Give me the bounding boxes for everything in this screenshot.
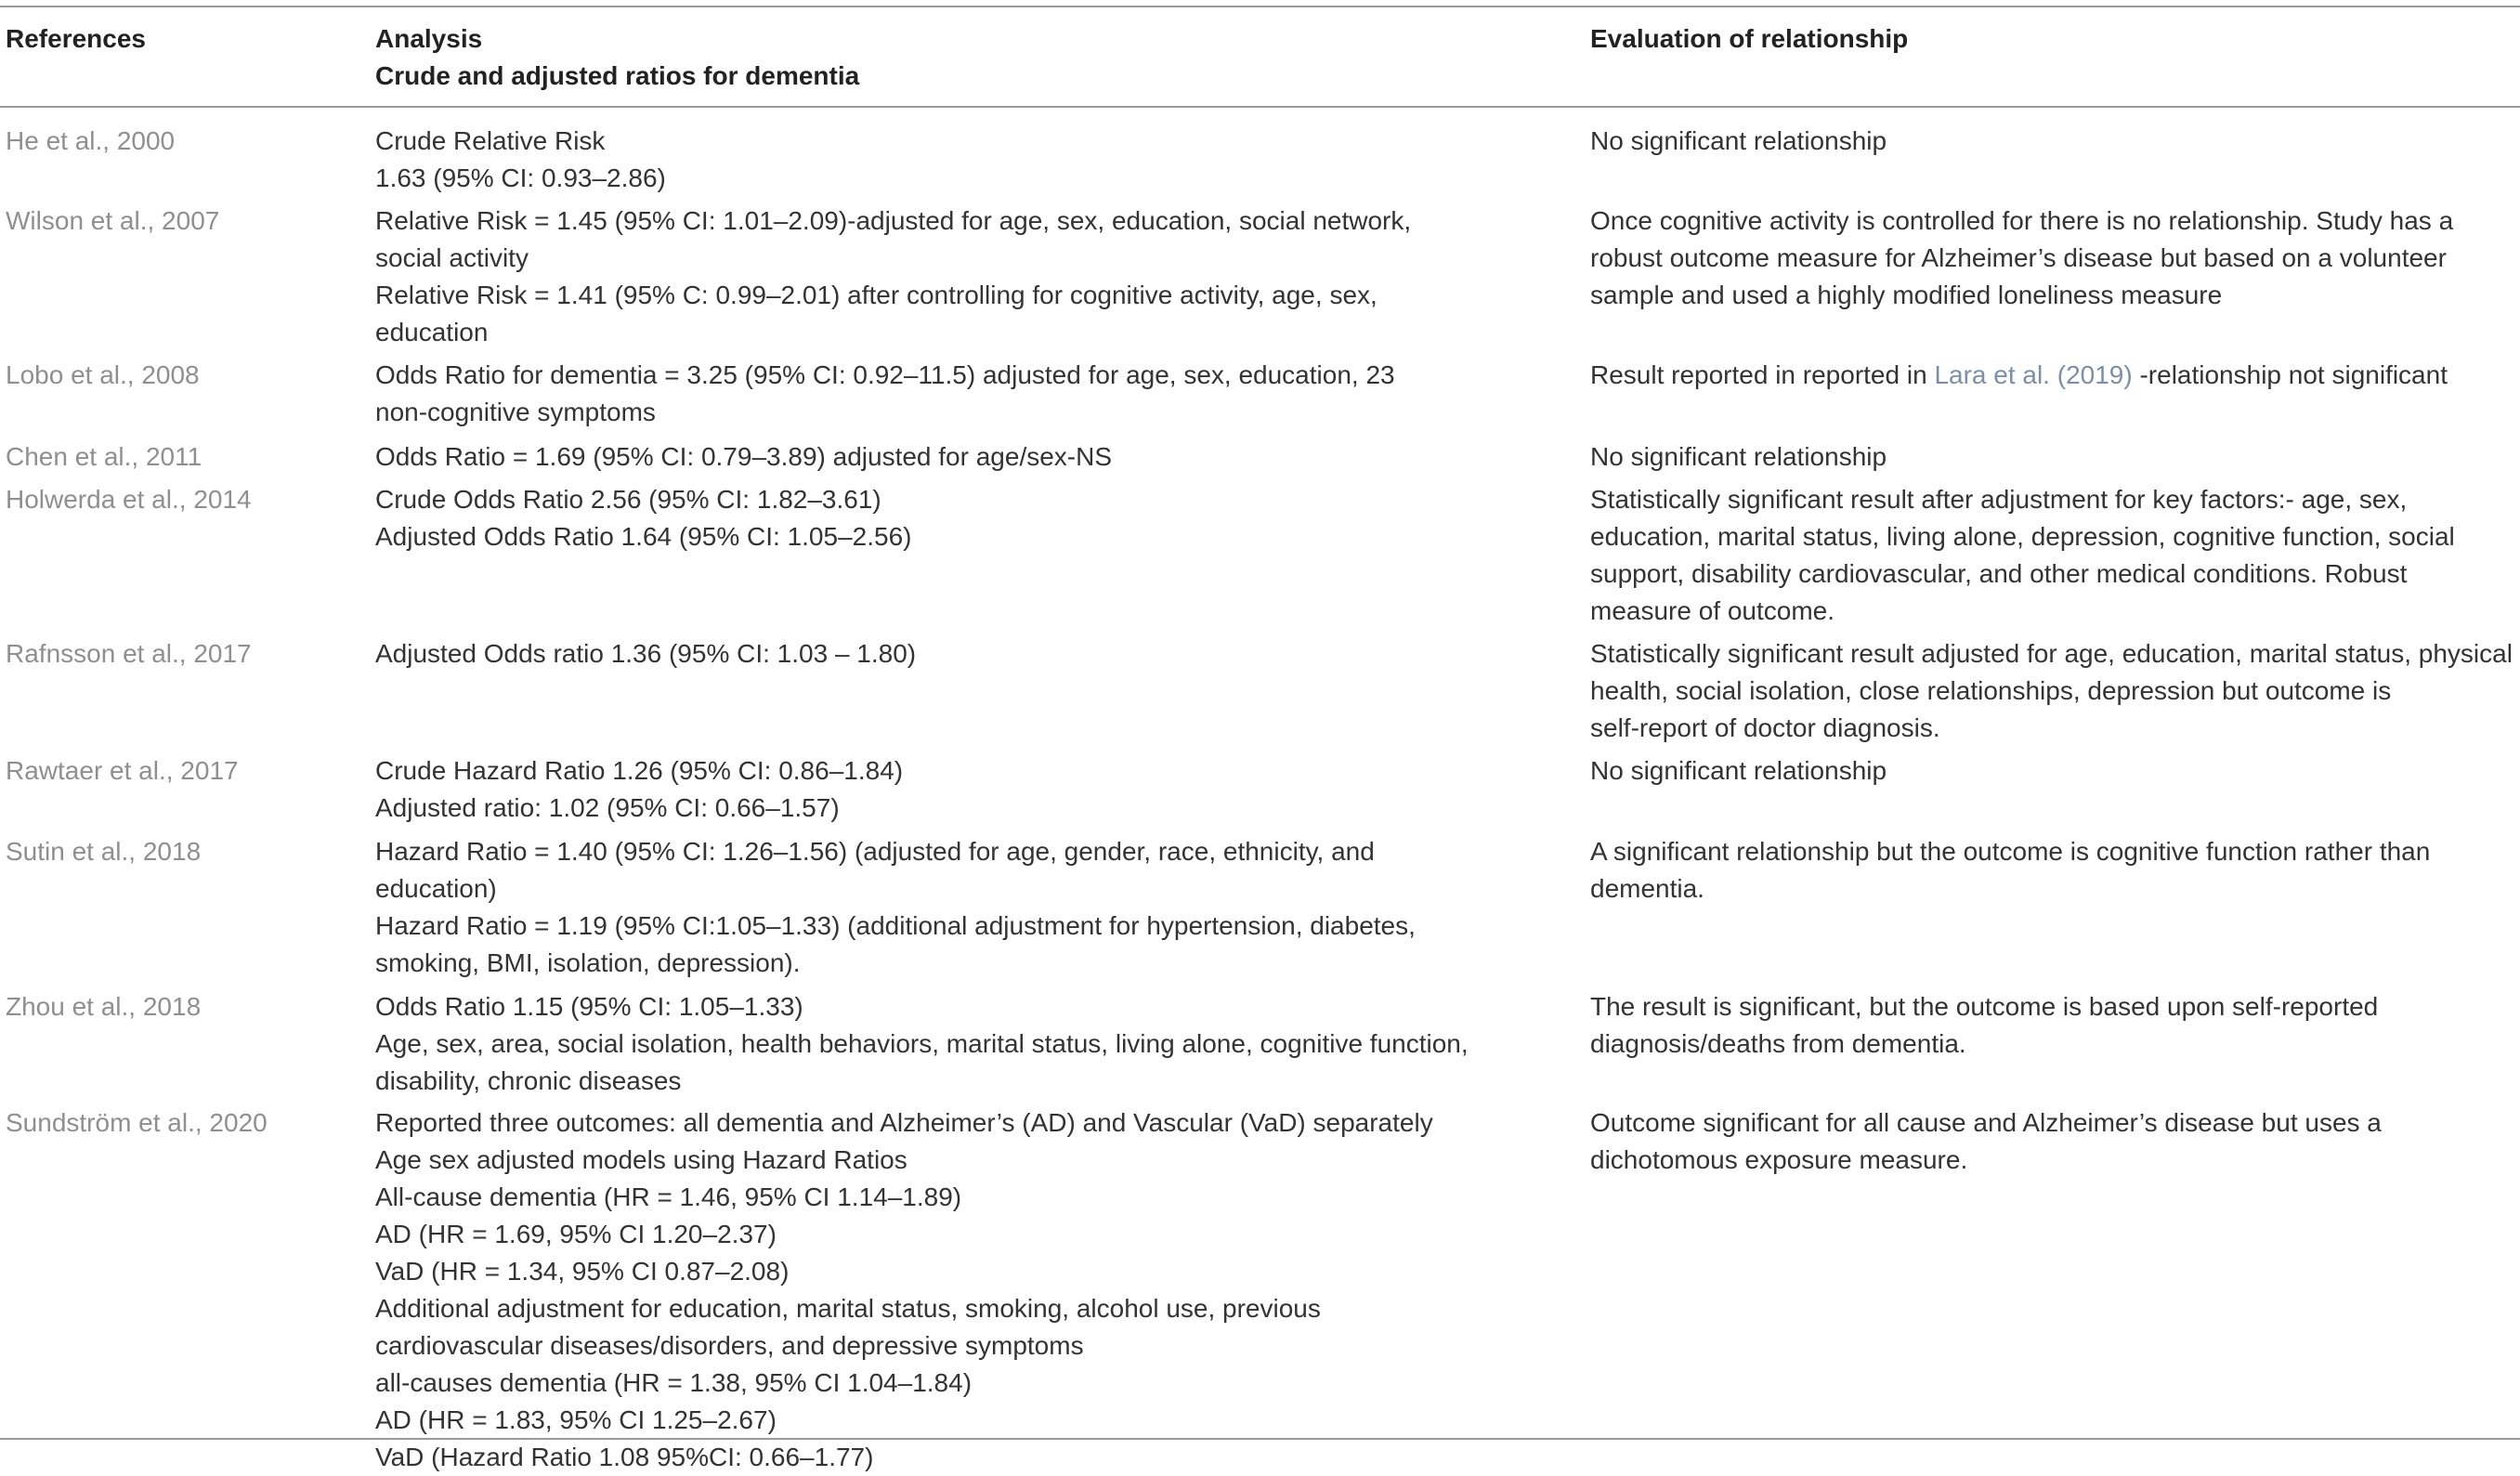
analysis-cell xyxy=(375,635,1573,673)
evaluation-line: dementia. xyxy=(1590,874,1704,903)
analysis-line: non-cognitive symptoms xyxy=(375,398,656,426)
analysis-cell xyxy=(375,123,1573,197)
analysis-cell xyxy=(375,833,1573,982)
analysis-line: VaD (Hazard Ratio 1.08 95%CI: 0.66–1.77) xyxy=(375,1443,874,1471)
reference-cell xyxy=(6,988,359,1025)
evaluation-line: robust outcome measure for Alzheimer’s disease but based on a volunteer xyxy=(1590,243,2447,272)
reference-cell xyxy=(6,833,359,870)
analysis-line: all-causes dementia (HR = 1.38, 95% CI 1.04–1.84) xyxy=(375,1368,973,1397)
evaluation-line: self-report of doctor diagnosis. xyxy=(1590,713,1940,742)
reference-text: Rafnsson et al., 2017 xyxy=(6,639,252,668)
analysis-line: Relative Risk = 1.45 (95% CI: 1.01–2.09)-adjusted for age, sex, education, social network, xyxy=(375,206,1412,235)
evaluation-line xyxy=(1590,357,2519,394)
analysis-line: AD (HR = 1.83, 95% CI 1.25–2.67) xyxy=(375,1405,777,1434)
header-references xyxy=(6,20,359,58)
evaluation-cell xyxy=(1590,833,2519,908)
analysis-line: education xyxy=(375,318,489,346)
analysis-line: disability, chronic diseases xyxy=(375,1066,682,1095)
evaluation-line: Outcome significant for all cause and Alzheimer’s disease but uses a xyxy=(1590,1108,2382,1137)
evaluation-cell xyxy=(1590,752,2519,790)
analysis-line: Odds Ratio = 1.69 (95% CI: 0.79–3.89) adjusted for age/sex-NS xyxy=(375,442,1113,471)
header-evaluation xyxy=(1590,20,2519,58)
reference-cell xyxy=(6,481,359,518)
evaluation-cell xyxy=(1590,481,2519,630)
analysis-cell xyxy=(375,1104,1573,1476)
reference-cell xyxy=(6,752,359,790)
analysis-cell xyxy=(375,481,1573,555)
table-top-rule xyxy=(0,6,2520,7)
reference-text: Lobo et al., 2008 xyxy=(6,360,200,389)
evaluation-cell xyxy=(1590,123,2519,160)
analysis-line: cardiovascular diseases/disorders, and depressive symptoms xyxy=(375,1331,1084,1360)
reference-text: Holwerda et al., 2014 xyxy=(6,485,252,514)
evaluation-cell xyxy=(1590,357,2519,394)
evaluation-cell xyxy=(1590,635,2519,747)
analysis-line: Hazard Ratio = 1.19 (95% CI:1.05–1.33) (additional adjustment for hypertension, diabetes, xyxy=(375,911,1416,940)
evaluation-line: No significant relationship xyxy=(1590,756,1887,785)
analysis-line: Crude Hazard Ratio 1.26 (95% CI: 0.86–1.84) xyxy=(375,756,904,785)
evaluation-cell xyxy=(1590,988,2519,1063)
analysis-line: 1.63 (95% CI: 0.93–2.86) xyxy=(375,163,666,192)
reference-cell xyxy=(6,202,359,240)
reference-text: Rawtaer et al., 2017 xyxy=(6,756,239,785)
reference-cell xyxy=(6,123,359,160)
analysis-cell xyxy=(375,202,1573,351)
analysis-line: Age sex adjusted models using Hazard Ratios xyxy=(375,1145,907,1174)
reference-cell xyxy=(6,357,359,394)
analysis-line: Age, sex, area, social isolation, health behaviors, marital status, living alone, cognitive function, xyxy=(375,1029,1469,1058)
evaluation-line: Once cognitive activity is controlled for there is no relationship. Study has a xyxy=(1590,206,2454,235)
analysis-cell xyxy=(375,988,1573,1100)
evaluation-line: Statistically significant result after adjustment for key factors:- age, sex, xyxy=(1590,485,2408,514)
reference-text: Chen et al., 2011 xyxy=(6,442,202,471)
table-bottom-rule xyxy=(0,1438,2520,1440)
reference-cell xyxy=(6,635,359,673)
analysis-line: Adjusted ratio: 1.02 (95% CI: 0.66–1.57) xyxy=(375,793,840,822)
evaluation-line: health, social isolation, close relationships, depression but outcome is xyxy=(1590,676,2392,705)
analysis-line: Relative Risk = 1.41 (95% C: 0.99–2.01) after controlling for cognitive activity, age, sex, xyxy=(375,281,1378,309)
analysis-cell xyxy=(375,357,1573,431)
table-header-rule xyxy=(0,106,2520,108)
header-analysis-label: Analysis xyxy=(375,24,483,53)
evaluation-cell xyxy=(1590,1104,2519,1179)
analysis-line: VaD (HR = 1.34, 95% CI 0.87–2.08) xyxy=(375,1257,790,1286)
evaluation-text-pre: Result reported in reported in xyxy=(1590,360,1935,389)
evaluation-cell xyxy=(1590,202,2519,314)
analysis-line: Crude Odds Ratio 2.56 (95% CI: 1.82–3.61) xyxy=(375,485,881,514)
analysis-line: AD (HR = 1.69, 95% CI 1.20–2.37) xyxy=(375,1220,777,1248)
analysis-line: smoking, BMI, isolation, depression). xyxy=(375,948,801,977)
analysis-line: Adjusted Odds Ratio 1.64 (95% CI: 1.05–2.56) xyxy=(375,522,912,551)
evaluation-line: The result is significant, but the outcome is based upon self-reported xyxy=(1590,992,2379,1021)
analysis-line: Odds Ratio for dementia = 3.25 (95% CI: 0.92–11.5) adjusted for age, sex, education, 23 xyxy=(375,360,1395,389)
evaluation-line: Statistically significant result adjusted for age, education, marital status, physical xyxy=(1590,639,2513,668)
analysis-line: Reported three outcomes: all dementia and Alzheimer’s (AD) and Vascular (VaD) separately xyxy=(375,1108,1433,1137)
evaluation-line: diagnosis/deaths from dementia. xyxy=(1590,1029,1966,1058)
analysis-line: Hazard Ratio = 1.40 (95% CI: 1.26–1.56) (adjusted for age, gender, race, ethnicity, and xyxy=(375,837,1375,866)
evaluation-line: sample and used a highly modified loneliness measure xyxy=(1590,281,2223,309)
reference-text: Wilson et al., 2007 xyxy=(6,206,220,235)
evaluation-line: support, disability cardiovascular, and other medical conditions. Robust xyxy=(1590,559,2408,588)
analysis-line: All-cause dementia (HR = 1.46, 95% CI 1.14–1.89) xyxy=(375,1182,962,1211)
evaluation-line: dichotomous exposure measure. xyxy=(1590,1145,1968,1174)
reference-text: He et al., 2000 xyxy=(6,126,176,155)
evaluation-line: education, marital status, living alone, depression, cognitive function, social xyxy=(1590,522,2455,551)
analysis-line: social activity xyxy=(375,243,529,272)
evaluation-cell xyxy=(1590,438,2519,476)
reference-text: Sutin et al., 2018 xyxy=(6,837,202,866)
analysis-line: education) xyxy=(375,874,497,903)
evaluation-line: measure of outcome. xyxy=(1590,596,1835,625)
evaluation-line: No significant relationship xyxy=(1590,126,1887,155)
evaluation-text-post: -relationship not significant xyxy=(2132,360,2448,389)
analysis-cell xyxy=(375,752,1573,827)
evaluation-line: A significant relationship but the outcome is cognitive function rather than xyxy=(1590,837,2431,866)
analysis-cell xyxy=(375,438,1573,476)
reference-text: Sundström et al., 2020 xyxy=(6,1108,268,1137)
header-analysis-sublabel: Crude and adjusted ratios for dementia xyxy=(375,61,860,90)
header-analysis xyxy=(375,20,1573,95)
evaluation-line: No significant relationship xyxy=(1590,442,1887,471)
analysis-line: Additional adjustment for education, marital status, smoking, alcohol use, previous xyxy=(375,1294,1321,1323)
analysis-line: Odds Ratio 1.15 (95% CI: 1.05–1.33) xyxy=(375,992,803,1021)
analysis-line: Crude Relative Risk xyxy=(375,126,606,155)
reference-text: Zhou et al., 2018 xyxy=(6,992,202,1021)
header-references-label: References xyxy=(6,24,146,53)
analysis-line: Adjusted Odds ratio 1.36 (95% CI: 1.03 – 1.80) xyxy=(375,639,917,668)
citation-link[interactable]: Lara et al. (2019) xyxy=(1934,360,2133,389)
reference-cell xyxy=(6,1104,359,1142)
reference-cell xyxy=(6,438,359,476)
header-evaluation-label: Evaluation of relationship xyxy=(1590,24,1909,53)
